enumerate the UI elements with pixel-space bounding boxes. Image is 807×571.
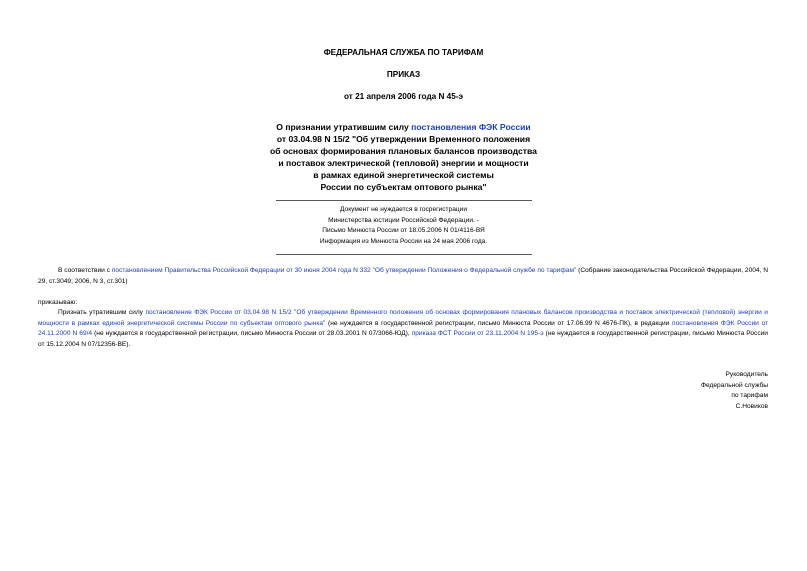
signature-name: С.Новиков — [735, 402, 768, 410]
note-line-1: Документ не нуждается в госрегистрации — [339, 206, 468, 213]
title-line-2: от 03.04.98 N 15/2 "Об утверждении Временного положения — [276, 134, 531, 144]
title-line-5: в рамках единой энергетической системы — [313, 170, 494, 180]
signature-line-1: Руководитель — [725, 371, 768, 378]
note-line-2: Министерства юстиции Российской Федерации. - — [328, 216, 479, 224]
signature-block — [701, 370, 768, 412]
signature-line-2: Федеральной службы — [700, 381, 768, 389]
body-text-3: (не нуждается в государственной регистрации, письмо Минюста России от 28.03.2001 N 07/3066-ЮД), — [92, 330, 412, 338]
body-text-1: Признать утратившим силу — [58, 309, 146, 316]
preamble-text-1: В соответствии с — [58, 267, 112, 274]
body-text-4: (не нуждается в государственной регистрации, письмо Минюста России от 15.12.2004 N 07/12356-ВЕ). — [38, 330, 768, 348]
body-link-2[interactable]: постановления ФЭК России от 24.11.2000 N 69/4 — [38, 319, 768, 338]
order-word: приказываю: — [38, 299, 78, 306]
order-body-paragraph — [38, 308, 768, 350]
title-prefix: О признании утратившим силу — [276, 122, 412, 132]
body-link-1[interactable]: постановление ФЭК России от 03.04.98 N 15/2 "Об утверждении Временного положения об основах формирования плановых балансов производства и поставок электрической (тепловой) энергии и мощности в рамках единой энергетической системы России по субъектам оптового рынка" — [38, 309, 768, 327]
title-line-4: и поставок электрической (тепловой) энергии и мощности — [278, 158, 529, 168]
preamble-link[interactable]: постановлением Правительства Российской Федерации от 30 июня 2004 года N 332 "Об утверждении Положения о Федеральной службе по тарифам" — [111, 267, 577, 274]
preamble-text-2: (Собрание законодательства Российской Федерации, 2004, N 29, ст.3049; 2006, N 3, ст.301) — [38, 267, 769, 285]
body-text-2: (не нуждается в государственной регистрации, письмо Минюста России от 17.06.99 N 4676-ПК), в редакции — [325, 319, 672, 327]
signature-line-3: по тарифам — [731, 392, 768, 400]
title-line-6: России по субъектам оптового рынка" — [320, 182, 487, 192]
doc-title — [150, 121, 657, 193]
title-line-3: об основах формирования плановых балансов производства — [270, 146, 537, 156]
agency-name: ФЕДЕРАЛЬНАЯ СЛУЖБА ПО ТАРИФАМ — [323, 48, 484, 57]
note-line-4: Информация из Минюста России на 24 мая 2006 года. — [319, 237, 488, 245]
title-link[interactable]: постановления ФЭК России — [411, 122, 531, 132]
doc-type: ПРИКАЗ — [386, 70, 421, 79]
registration-note — [200, 205, 607, 247]
note-line-3: Письмо Минюста России от 18.05.2006 N 01/4116-ВЯ — [322, 227, 485, 234]
doc-date-number: от 21 апреля 2006 года N 45-э — [343, 92, 464, 101]
divider-top — [276, 200, 532, 201]
body-link-3[interactable]: приказа ФСТ России от 23.11.2004 N 195-э — [411, 330, 544, 338]
divider-bottom — [276, 254, 532, 255]
title-line-1 — [150, 121, 657, 133]
preamble-paragraph — [38, 266, 768, 287]
